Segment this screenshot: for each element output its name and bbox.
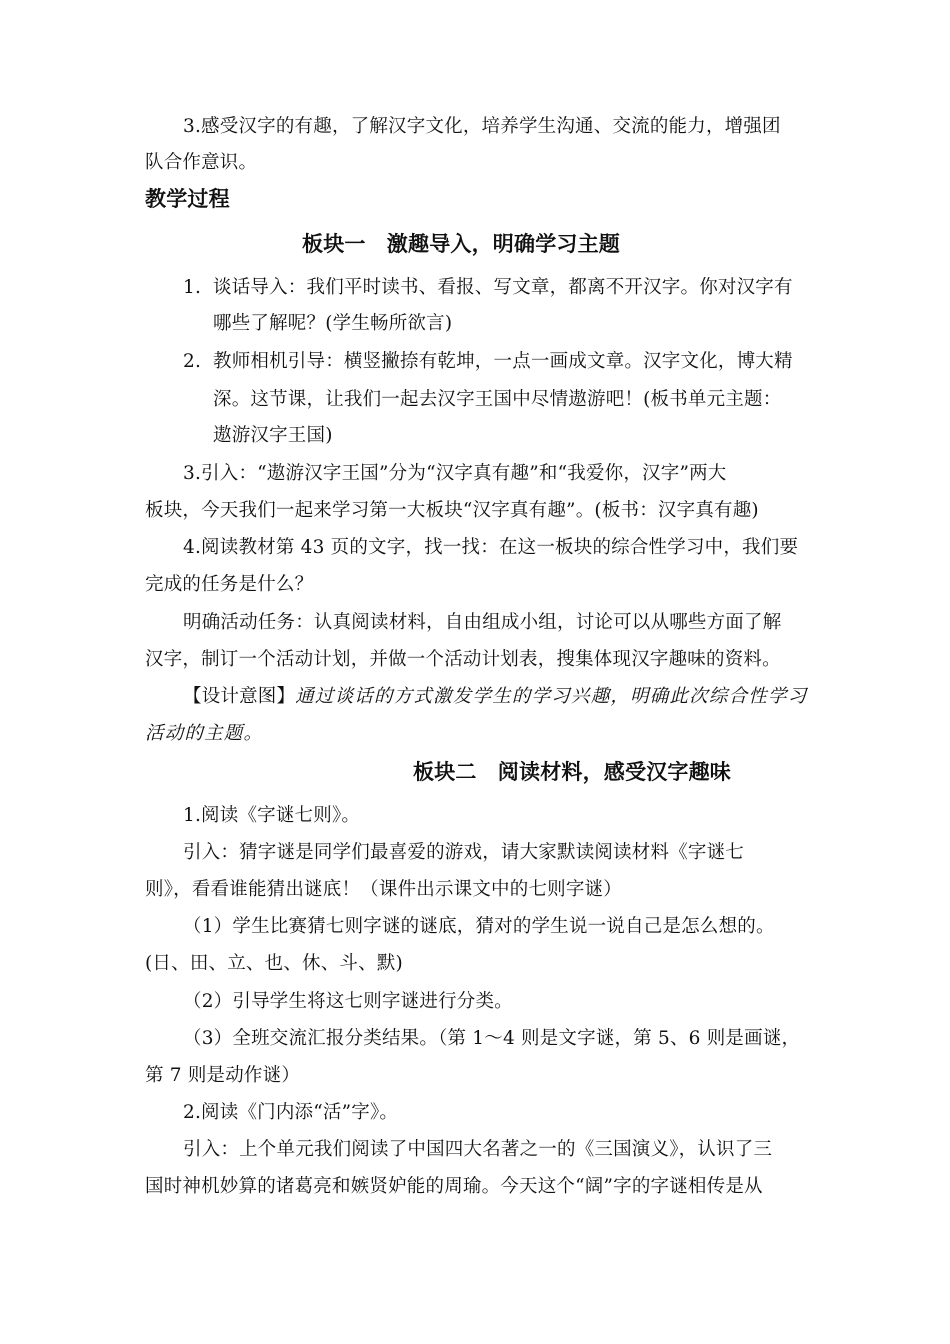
item-2-line-2: 深。这节课，让我们一起去汉字王国中尽情遨游吧！(板书单元主题： <box>213 389 782 410</box>
step-2: （2）引导学生将这七则字谜进行分类。 <box>183 991 513 1012</box>
item-1-line-1: 谈话导入：我们平时读书、看报、写文章，都离不开汉字。你对汉字有 <box>213 277 793 298</box>
step-3-line-1: （3）全班交流汇报分类结果。（第 1～4 则是文字谜，第 5、6 则是画谜， <box>183 1028 801 1049</box>
task-line-2: 汉字，制订一个活动计划，并做一个活动计划表，搜集体现汉字趣味的资料。 <box>145 649 781 670</box>
design-intent-line-2: 活动的主题。 <box>145 723 264 744</box>
item-1-line-2: 哪些了解呢？(学生畅所欲言) <box>213 313 453 334</box>
step-3-line-2: 第 7 则是动作谜） <box>145 1065 301 1086</box>
intro-2-line-2: 国时神机妙算的诸葛亮和嫉贤妒能的周瑜。今天这个“阔”字的字谜相传是从 <box>145 1176 763 1197</box>
step-1-line-1: （1）学生比赛猜七则字谜的谜底，猜对的学生说一说自己是怎么想的。 <box>183 916 775 937</box>
section-1-title: 板块一 激趣导入，明确学习主题 <box>302 232 620 256</box>
design-intent-label: 【设计意图】 <box>183 686 296 707</box>
task-line-1: 明确活动任务：认真阅读材料，自由组成小组，讨论可以从哪些方面了解 <box>183 612 782 633</box>
item-2-number: 2. <box>183 351 202 372</box>
item-1-number: 1. <box>183 277 202 298</box>
intro-1-line-1: 引入：猜字谜是同学们最喜爱的游戏，请大家默读阅读材料《字谜七 <box>183 842 745 863</box>
para-4-line-2: 完成的任务是什么？ <box>145 574 314 595</box>
process-heading: 教学过程 <box>145 187 230 211</box>
section-2-title: 板块二 阅读材料，感受汉字趣味 <box>413 760 731 784</box>
section-2-para-1: 1.阅读《字谜七则》。 <box>183 805 361 826</box>
section-2-para-2: 2.阅读《门内添“活”字》。 <box>183 1102 399 1123</box>
section-1-item-2 <box>183 350 793 374</box>
intro-2-line-1: 引入：上个单元我们阅读了中国四大名著之一的《三国演义》，认识了三 <box>183 1139 773 1160</box>
section-1-item-1 <box>183 276 793 300</box>
design-intent <box>183 685 807 709</box>
para-3-line-1: 3.引入：“遨游汉字王国”分为“汉字真有趣”和“我爱你，汉字”两大 <box>183 463 727 484</box>
step-1-line-2: (日、田、立、也、休、斗、默) <box>145 953 403 974</box>
design-intent-line-1: 通过谈话的方式激发学生的学习兴趣，明确此次综合性学习 <box>295 686 808 707</box>
objective-3-line-2: 队合作意识。 <box>145 152 258 173</box>
para-4-line-1: 4.阅读教材第 43 页的文字，找一找：在这一板块的综合性学习中，我们要 <box>183 537 799 558</box>
intro-1-line-2: 则》，看看谁能猜出谜底！（课件出示课文中的七则字谜） <box>145 879 622 900</box>
item-2-line-3: 遨游汉字王国) <box>213 425 333 446</box>
item-2-line-1: 教师相机引导：横竖撇捺有乾坤，一点一画成文章。汉字文化，博大精 <box>213 351 793 372</box>
para-3-line-2: 板块，今天我们一起来学习第一大板块“汉字真有趣”。(板书：汉字真有趣) <box>145 500 759 521</box>
objective-3-line-1: 3.感受汉字的有趣，了解汉字文化，培养学生沟通、交流的能力，增强团 <box>183 116 781 137</box>
